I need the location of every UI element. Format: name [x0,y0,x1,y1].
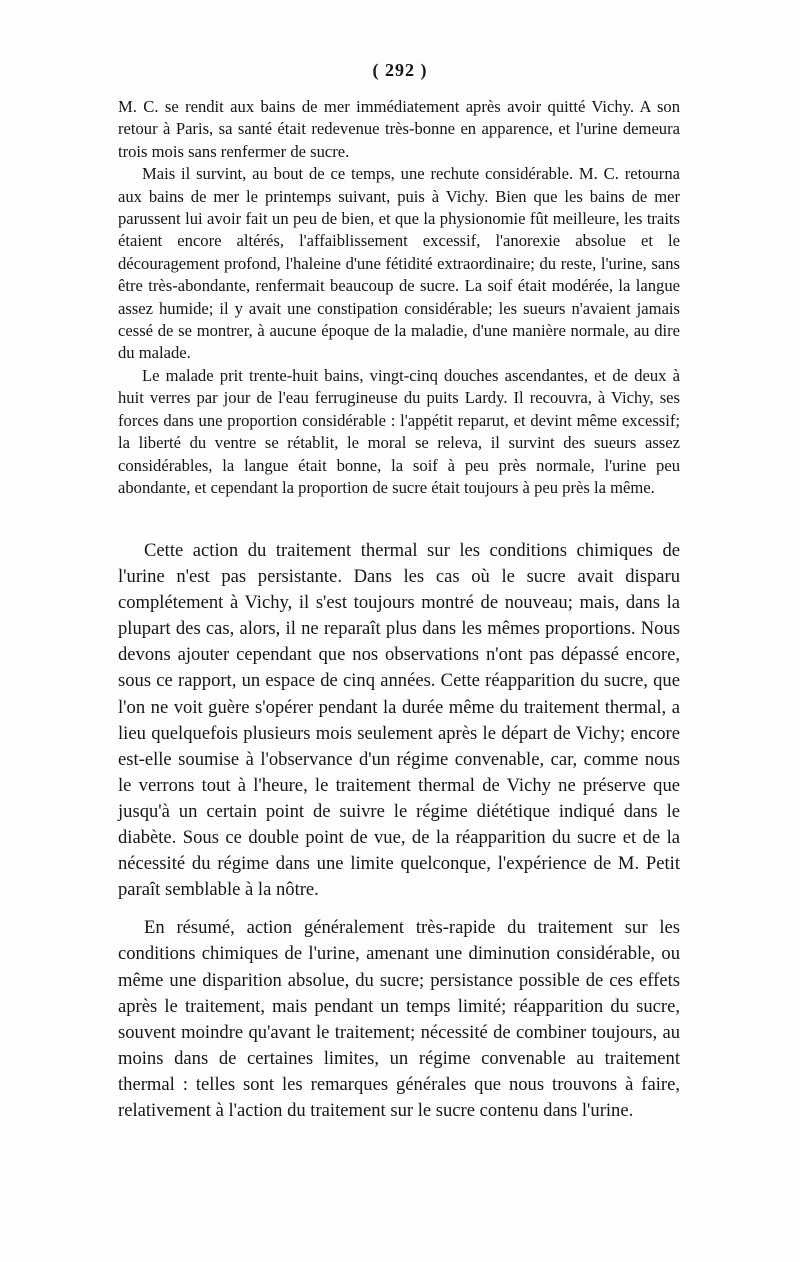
paragraph-gap [118,903,680,915]
main-paragraph-1: Cette action du traitement thermal sur les conditions chimiques de l'urine n'est pas persistante. Dans les cas où le sucre avait disparu complétement à Vichy, il s'est toujours montré de nouveau; mais, dans la plupart des cas, alors, il ne reparaît plus dans les mêmes proportions. Nous devons ajouter cependant que nos observations n'ont pas dépassé encore, sous ce rapport, un espace de cinq années. Cette réapparition du sucre, que l'on ne voit guère s'opérer pendant la durée même du traitement thermal, a lieu quelquefois plusieurs mois seulement après le départ de Vichy; encore est-elle soumise à l'observance d'un régime convenable, car, comme nous le verrons tout à l'heure, le traitement thermal de Vichy ne préserve que jusqu'à un certain point de suivre le régime diététique indiqué dans le diabète. Sous ce double point de vue, de la réapparition du sucre et de la nécessité du régime dans une limite quelconque, l'expérience de M. Petit paraît semblable à la nôtre. [118,540,680,901]
main-paragraph-2: En résumé, action généralement très-rapide du traitement sur les conditions chimiques de l'urine, amenant une diminution considérable, ou même une disparition absolue, du sucre; persistance possible de ces effets après le traitement, mais pendant un temps limité; réapparition du sucre, souvent moindre qu'avant le traitement; nécessité de combiner toujours, au moins dans de certaines limites, un régime convenable au traitement thermal : telles sont les remarques générales que nous trouvons à faire, relativement à l'action du traitement sur le sucre contenu dans l'urine. [118,917,680,1121]
case-report-section [118,96,680,499]
case-paragraph-1: M. C. se rendit aux bains de mer immédiatement après avoir quitté Vichy. A son retour à Paris, sa santé était redevenue très-bonne en apparence, et l'urine demeura trois mois sans renfermer de sucre. [118,97,680,161]
case-paragraph-2: Mais il survint, au bout de ce temps, une rechute considérable. M. C. retourna aux bains de mer le printemps suivant, puis à Vichy. Bien que les bains de mer parussent lui avoir fait un peu de bien, et que la physionomie fût meilleure, les traits étaient encore altérés, l'affaiblissement excessif, l'anorexie absolue et le découragement profond, l'haleine d'une fétidité extraordinaire; du reste, l'urine, sans être très-abondante, renfermait beaucoup de sucre. La soif était modérée, la langue assez humide; il y avait une constipation considérable; les sueurs n'avaient jamais cessé de se montrer, à aucune époque de la maladie, d'une manière normale, au dire du malade. [118,164,680,363]
case-paragraph-3: Le malade prit trente-huit bains, vingt-cinq douches ascendantes, et de deux à huit verres par jour de l'eau ferrugineuse du puits Lardy. Il recouvra, à Vichy, ses forces dans une proportion considérable : l'appétit reparut, et devint même excessif; la liberté du ventre se rétablit, le moral se releva, il survint des sueurs assez considérables, la langue était bonne, la soif à peu près normale, l'urine peu abondante, et cependant la proportion de sucre était toujours à peu près la même. [118,365,680,497]
discussion-section [118,538,680,1124]
page-number: ( 292 ) [372,60,428,80]
